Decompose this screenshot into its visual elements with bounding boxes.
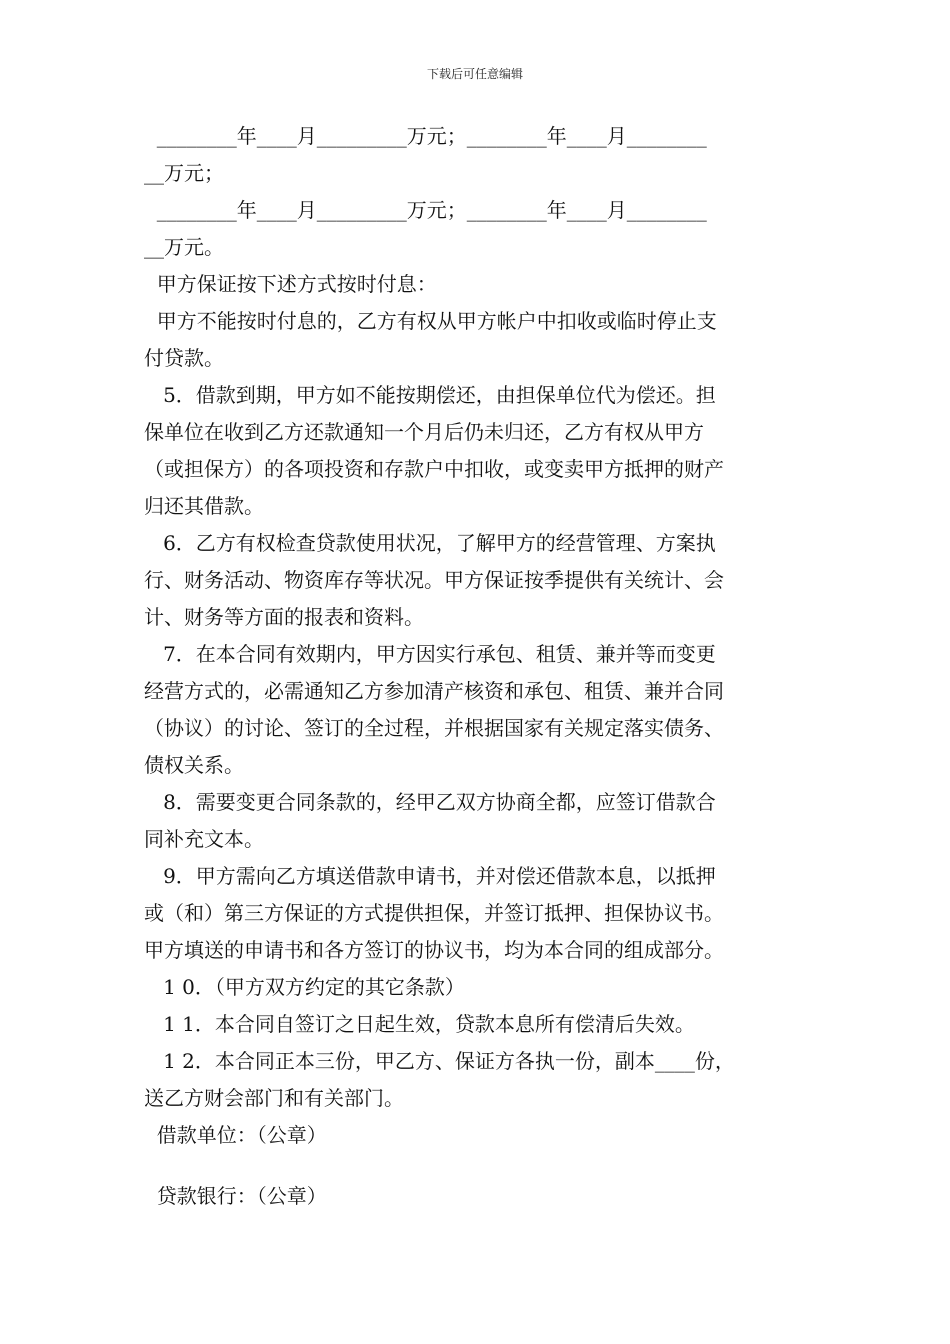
text-line: 行、财务活动、物资库存等状况。甲方保证按季提供有关统计、会 (144, 568, 724, 592)
text-line: 甲方不能按时付息的，乙方有权从甲方帐户中扣收或临时停止支 (144, 309, 717, 333)
text-line: 保单位在收到乙方还款通知一个月后仍未归还，乙方有权从甲方 (144, 420, 704, 444)
text-line: 甲方填送的申请书和各方签订的协议书，均为本合同的组成部分。 (144, 938, 724, 962)
text-line: 8．需要变更合同条款的，经甲乙双方协商全都，应签订借款合 (144, 790, 716, 814)
text-line: 送乙方财会部门和有关部门。 (144, 1086, 404, 1110)
text-line: 同补充文本。 (144, 827, 264, 851)
text-line: 1 2．本合同正本三份，甲乙方、保证方各执一份，副本____份， (144, 1049, 735, 1073)
borrower-seal-label: 借款单位：（公章） (144, 1123, 327, 1147)
text-line: __万元； (144, 161, 224, 185)
text-line: 9．甲方需向乙方填送借款申请书，并对偿还借款本息，以抵押 (144, 864, 716, 888)
text-line: __万元。 (144, 235, 224, 259)
text-line: （或担保方）的各项投资和存款户中扣收，或变卖甲方抵押的财产 (144, 457, 724, 481)
lender-bank-seal-label: 贷款银行：（公章） (144, 1184, 327, 1208)
text-line: ________年____月_________万元；________年____月________ (144, 198, 707, 222)
document-body (144, 118, 812, 1215)
text-line: 7．在本合同有效期内，甲方因实行承包、租赁、兼并等而变更 (144, 642, 716, 666)
text-line: 计、财务等方面的报表和资料。 (144, 605, 424, 629)
text-line: 1 0．（甲方双方约定的其它条款） (144, 975, 465, 999)
text-line: 付贷款。 (144, 346, 224, 370)
text-line: 1 1．本合同自签订之日起生效，贷款本息所有偿清后失效。 (144, 1012, 695, 1036)
text-line: 经营方式的，必需通知乙方参加清产核资和承包、租赁、兼并合同 (144, 679, 724, 703)
blank-space (144, 1154, 812, 1178)
text-line: ________年____月_________万元；________年____月________ (144, 124, 707, 148)
text-line: 5．借款到期，甲方如不能按期偿还，由担保单位代为偿还。担 (144, 383, 716, 407)
text-line: 6．乙方有权检查贷款使用状况，了解甲方的经营管理、方案执 (144, 531, 716, 555)
text-line: 债权关系。 (144, 753, 244, 777)
text-line: 归还其借款。 (144, 494, 264, 518)
text-line: 甲方保证按下述方式按时付息： (144, 272, 437, 296)
page-header-watermark: 下载后可任意编辑 (426, 67, 523, 81)
text-line: 或（和）第三方保证的方式提供担保，并签订抵押、担保协议书。 (144, 901, 724, 925)
text-line: （协议）的讨论、签订的全过程，并根据国家有关规定落实债务、 (144, 716, 724, 740)
